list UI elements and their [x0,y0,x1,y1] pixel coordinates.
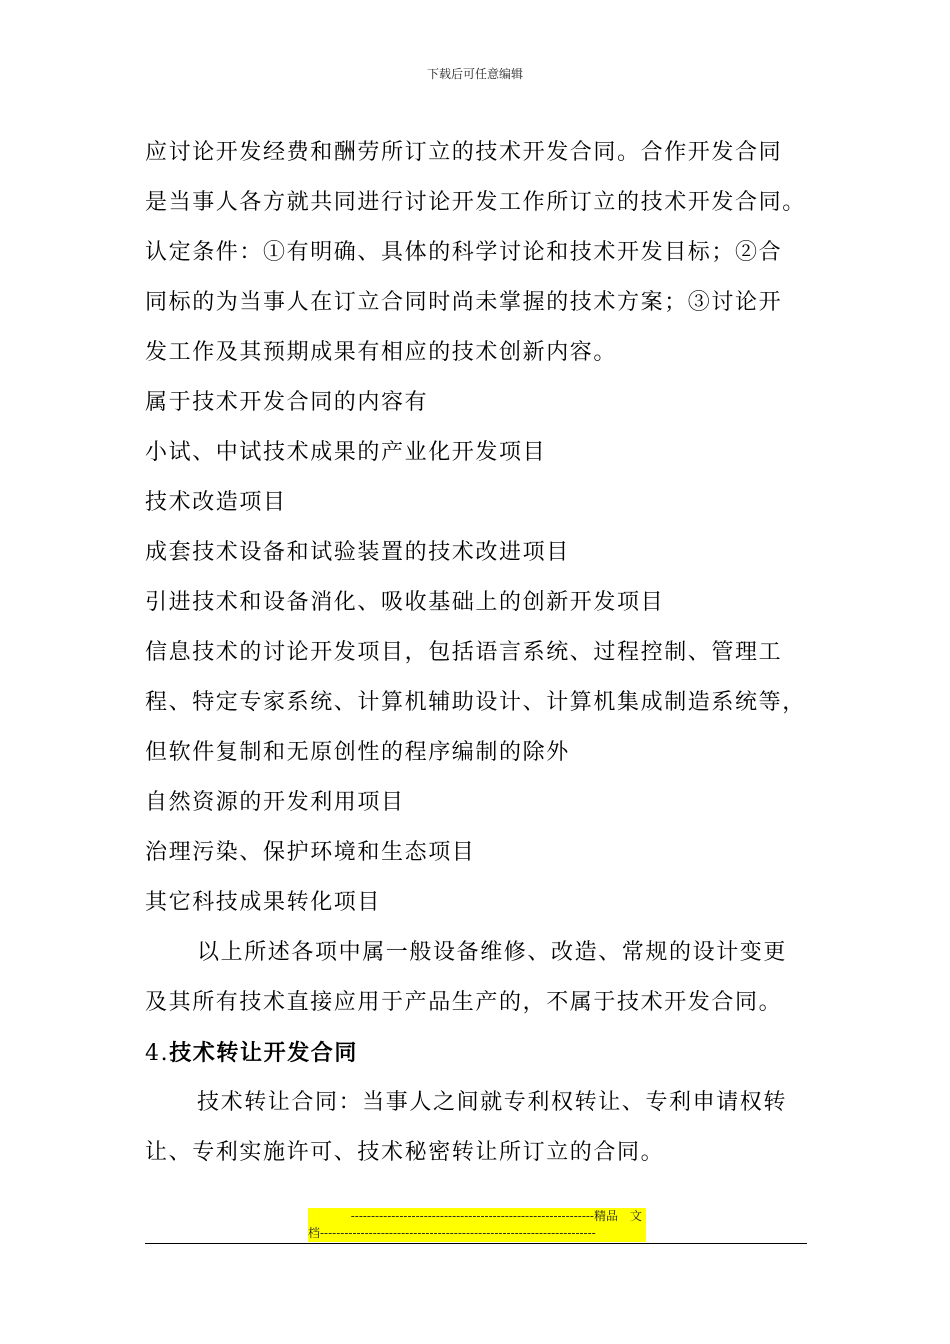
text-line: 成套技术设备和试验装置的技术改进项目 [145,540,570,565]
text-line: 属于技术开发合同的内容有 [145,390,429,415]
section-title: 技术转让开发合同 [169,1040,359,1066]
document-body [145,128,810,1178]
section-number: 4. [145,1041,170,1066]
text-line: 小试、中试技术成果的产业化开发项目 [145,440,547,465]
text-line: 发工作及其预期成果有相应的技术创新内容。 [145,340,618,365]
text-line: 其它科技成果转化项目 [145,890,382,915]
text-line: 治理污染、保护环境和生态项目 [145,840,476,865]
text-line: 以上所述各项中属一般设备维修、改造、常规的设计变更 [197,940,788,965]
paragraph-block [145,128,810,1028]
text-line: 但软件复制和无原创性的程序编制的除外 [145,740,570,765]
text-line: 认定条件：①有明确、具体的科学讨论和技术开发目标；②合 [145,240,783,265]
footer-line-2: 档-------------------------------------------------------------------- [308,1225,646,1242]
footer-line-1: ------------------------------------------------------------精品 文 [308,1208,646,1225]
footer-watermark [308,1208,646,1242]
text-line: 同标的为当事人在订立合同时尚未掌握的技术方案；③讨论开 [145,290,783,315]
text-line: 自然资源的开发利用项目 [145,790,405,815]
paragraph-block-after-heading [145,1078,810,1178]
text-line: 让、专利实施许可、技术秘密转让所订立的合同。 [145,1140,665,1165]
section-heading [145,1028,810,1078]
footer-rule [145,1243,807,1244]
text-line: 应讨论开发经费和酬劳所订立的技术开发合同。合作开发合同 [145,140,783,165]
text-line: 是当事人各方就共同进行讨论开发工作所订立的技术开发合同。 [145,190,806,215]
text-line: 技术改造项目 [145,490,287,515]
text-line: 程、特定专家系统、计算机辅助设计、计算机集成制造系统等， [145,690,806,715]
text-line: 信息技术的讨论开发项目，包括语言系统、过程控制、管理工 [145,640,783,665]
text-line: 及其所有技术直接应用于产品生产的，不属于技术开发合同。 [145,990,783,1015]
page-header: 下载后可任意编辑 [426,67,523,81]
text-line: 引进技术和设备消化、吸收基础上的创新开发项目 [145,590,665,615]
text-line: 技术转让合同：当事人之间就专利权转让、专利申请权转 [197,1090,788,1115]
